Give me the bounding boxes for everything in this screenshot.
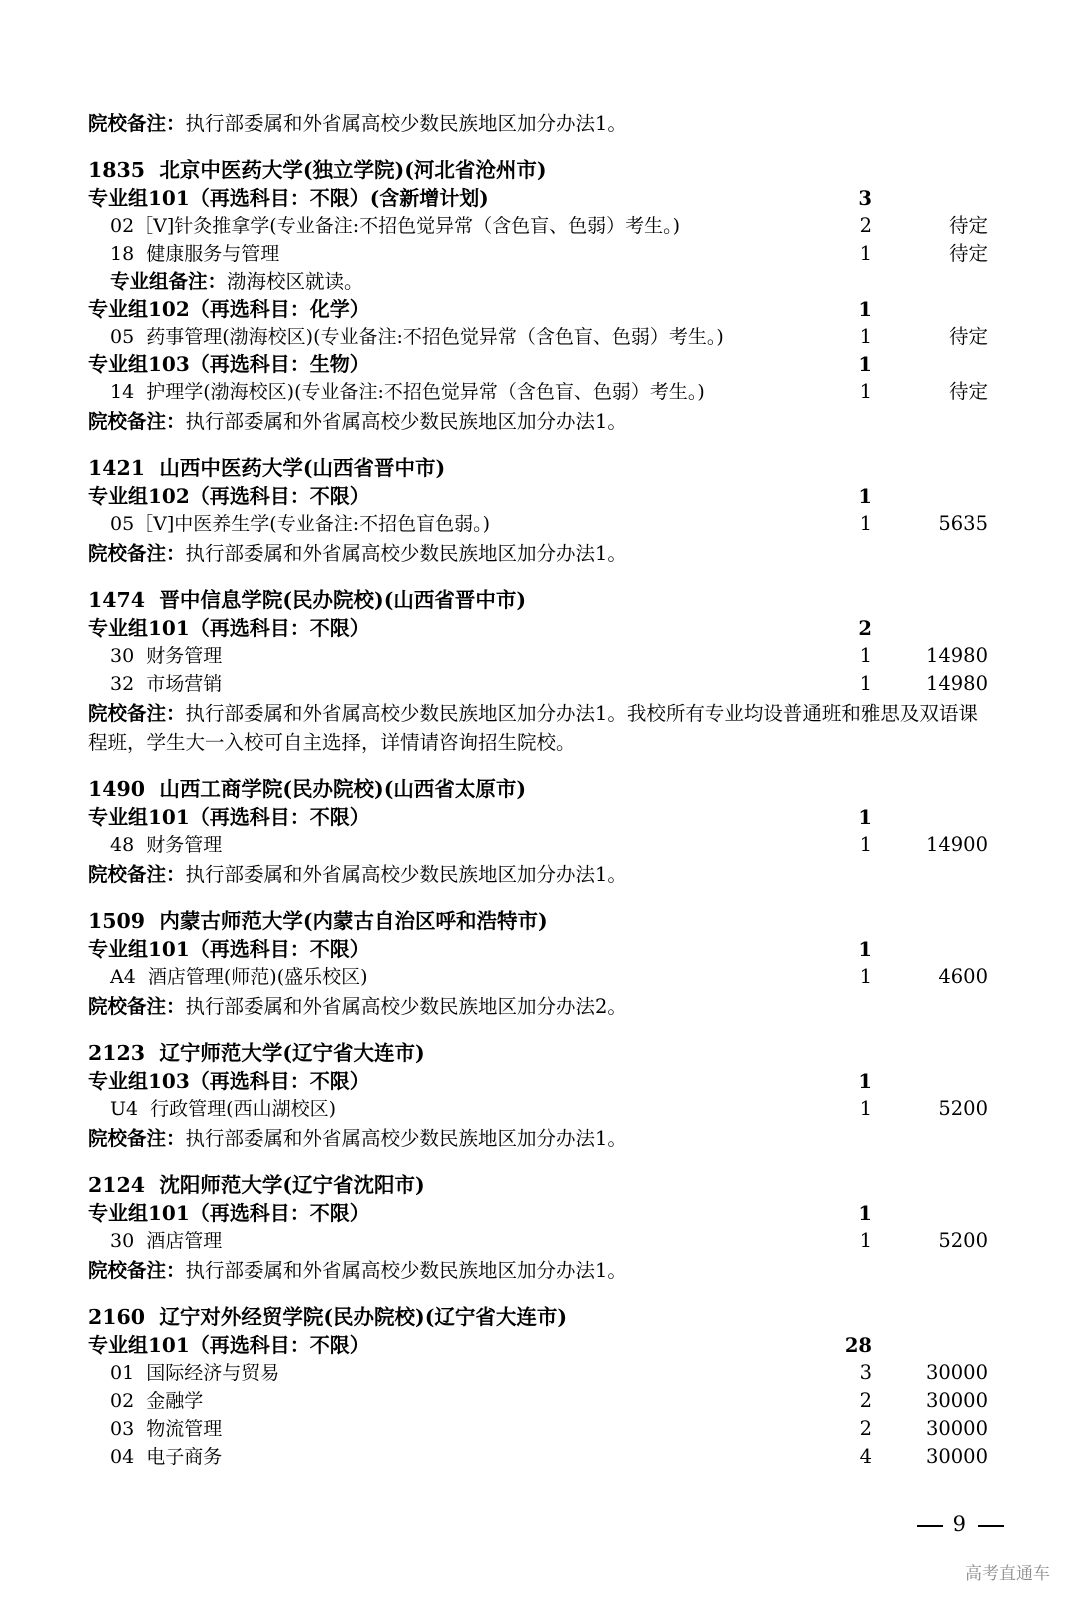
dash-left-icon	[917, 1525, 943, 1527]
major-group-row	[88, 1068, 988, 1095]
school-title: 1835 北京中医药大学(独立学院)(河北省沧州市)	[88, 158, 547, 182]
major-label: 18 健康服务与管理	[110, 243, 280, 265]
tuition-fee: 5200	[938, 1229, 988, 1252]
major-label: 30 酒店管理	[110, 1230, 223, 1252]
major-group-row	[88, 804, 988, 831]
school-note	[88, 1256, 988, 1285]
tuition-fee: 待定	[948, 325, 988, 348]
major-label: 05［Ⅴ]中医养生学(专业备注:不招色盲色弱。)	[110, 513, 491, 535]
major-row	[88, 212, 988, 240]
tuition-fee: 5635	[938, 512, 988, 535]
major-label: 01 国际经济与贸易	[110, 1362, 280, 1384]
dash-right-icon	[978, 1525, 1004, 1527]
major-label: 03 物流管理	[110, 1418, 223, 1440]
page-number-wrap	[0, 1512, 1080, 1536]
tuition-fee: 30000	[925, 1445, 988, 1468]
plan-count: 1	[858, 938, 872, 961]
major-label: 30 财务管理	[110, 645, 223, 667]
plan-count: 28	[844, 1334, 872, 1357]
plan-count: 1	[859, 325, 872, 348]
plan-count: 1	[859, 965, 872, 988]
plan-count: 1	[859, 833, 872, 856]
major-row	[88, 240, 988, 268]
school-title: 1421 山西中医药大学(山西省晋中市)	[88, 456, 446, 480]
major-group-label: 专业组101（再选科目：不限）	[88, 616, 370, 640]
major-row	[88, 510, 988, 538]
school-block	[88, 155, 988, 436]
school-note-label: 院校备注：	[88, 702, 186, 725]
school-note-label: 院校备注：	[88, 863, 186, 886]
major-group-row	[88, 936, 988, 963]
plan-count: 1	[859, 672, 872, 695]
page-top-note	[88, 110, 988, 138]
school-note	[88, 1124, 988, 1153]
major-group-label: 专业组101（再选科目：不限）	[88, 937, 370, 961]
plan-count: 2	[859, 1389, 872, 1412]
school-note-label: 院校备注：	[88, 1127, 186, 1150]
major-row	[88, 1443, 988, 1471]
school-title: 1474 晋中信息学院(民办院校)(山西省晋中市)	[88, 588, 527, 612]
school-note-label: 院校备注：	[88, 410, 186, 433]
plan-count: 1	[858, 806, 872, 829]
school-note-text: 执行部委属和外省属高校少数民族地区加分办法2。	[185, 995, 627, 1018]
major-row	[88, 323, 988, 351]
plan-count: 2	[858, 617, 872, 640]
major-group-label: 专业组103（再选科目：不限）	[88, 1069, 370, 1093]
school-note-text: 执行部委属和外省属高校少数民族地区加分办法1。	[185, 863, 627, 886]
major-group-label: 专业组102（再选科目：化学）	[88, 297, 370, 321]
school-note-text: 执行部委属和外省属高校少数民族地区加分办法1。	[185, 1259, 627, 1282]
group-note-text: 渤海校区就读。	[227, 270, 364, 293]
school-title: 2160 辽宁对外经贸学院(民办院校)(辽宁省大连市)	[88, 1305, 568, 1329]
tuition-fee: 30000	[925, 1361, 988, 1384]
major-group-row	[88, 296, 988, 323]
school-note-label: 院校备注：	[88, 542, 186, 565]
school-block	[88, 453, 988, 568]
school-note	[88, 699, 988, 757]
tuition-fee: 30000	[925, 1389, 988, 1412]
school-title: 2124 沈阳师范大学(辽宁省沈阳市)	[88, 1173, 425, 1197]
major-group-label: 专业组101（再选科目：不限）	[88, 805, 370, 829]
major-group-row	[88, 351, 988, 378]
tuition-fee: 14900	[925, 833, 988, 856]
major-label: 14 护理学(渤海校区)(专业备注:不招色觉异常（含色盲、色弱）考生。)	[110, 381, 705, 403]
top-note-text: 执行部委属和外省属高校少数民族地区加分办法1。	[185, 112, 627, 135]
major-label: 02［Ⅴ]针灸推拿学(专业备注:不招色觉异常（含色盲、色弱）考生。)	[110, 215, 681, 237]
major-label: 32 市场营销	[110, 673, 223, 695]
school-note	[88, 860, 988, 889]
major-row	[88, 1095, 988, 1123]
school-title: 1490 山西工商学院(民办院校)(山西省太原市)	[88, 777, 527, 801]
plan-count: 1	[859, 1229, 872, 1252]
major-group-row	[88, 615, 988, 642]
tuition-fee: 待定	[948, 380, 988, 403]
tuition-fee: 14980	[925, 644, 988, 667]
major-row	[88, 1227, 988, 1255]
plan-count: 1	[858, 1070, 872, 1093]
major-group-row	[88, 483, 988, 510]
major-row	[88, 378, 988, 406]
school-note-text: 执行部委属和外省属高校少数民族地区加分办法1。	[185, 410, 627, 433]
plan-count: 1	[859, 380, 872, 403]
major-row	[88, 1415, 988, 1443]
school-block	[88, 1302, 988, 1471]
plan-count: 4	[859, 1445, 872, 1468]
major-group-label: 专业组101（再选科目：不限）(含新增计划)	[88, 186, 489, 210]
plan-count: 3	[859, 1361, 872, 1384]
plan-count: 1	[858, 353, 872, 376]
tuition-fee: 5200	[938, 1097, 988, 1120]
major-label: U4 行政管理(西山湖校区)	[110, 1098, 337, 1120]
major-group-row	[88, 1332, 988, 1359]
school-title: 2123 辽宁师范大学(辽宁省大连市)	[88, 1041, 425, 1065]
major-row	[88, 670, 988, 698]
plan-count: 1	[859, 1097, 872, 1120]
school-block	[88, 774, 988, 889]
plan-count: 2	[859, 214, 872, 237]
major-label: 05 药事管理(渤海校区)(专业备注:不招色觉异常（含色盲、色弱）考生。)	[110, 326, 724, 348]
watermark-brand: 高考直通车	[965, 1564, 1050, 1583]
group-note	[88, 268, 988, 296]
school-list	[88, 155, 988, 1471]
tuition-fee: 4600	[938, 965, 988, 988]
school-block	[88, 906, 988, 1021]
group-note-label: 专业组备注：	[110, 270, 228, 293]
plan-count: 1	[859, 242, 872, 265]
major-label: 48 财务管理	[110, 834, 223, 856]
major-row	[88, 1359, 988, 1387]
major-group-label: 专业组101（再选科目：不限）	[88, 1333, 370, 1357]
school-note	[88, 407, 988, 436]
plan-count: 2	[859, 1417, 872, 1440]
school-note	[88, 539, 988, 568]
major-row	[88, 963, 988, 991]
plan-count: 1	[859, 512, 872, 535]
major-row	[88, 1387, 988, 1415]
major-row	[88, 831, 988, 859]
major-group-label: 专业组101（再选科目：不限）	[88, 1201, 370, 1225]
major-label: 02 金融学	[110, 1390, 204, 1412]
major-group-label: 专业组102（再选科目：不限）	[88, 484, 370, 508]
school-note-text: 执行部委属和外省属高校少数民族地区加分办法1。我校所有专业均设普通班和雅思及双语课程班，学生大一入校可自主选择，详情请咨询招生院校。	[88, 702, 978, 754]
school-note	[88, 992, 988, 1021]
school-block	[88, 1038, 988, 1153]
tuition-fee: 待定	[948, 242, 988, 265]
school-note-label: 院校备注：	[88, 1259, 186, 1282]
plan-count: 1	[859, 644, 872, 667]
major-row	[88, 642, 988, 670]
major-group-row	[88, 185, 988, 212]
major-group-row	[88, 1200, 988, 1227]
school-block	[88, 1170, 988, 1285]
major-group-label: 专业组103（再选科目：生物）	[88, 352, 370, 376]
tuition-fee: 14980	[925, 672, 988, 695]
plan-count: 1	[858, 1202, 872, 1225]
plan-count: 1	[858, 485, 872, 508]
top-note-label: 院校备注：	[88, 112, 186, 135]
page-number: 9	[952, 1512, 968, 1536]
school-note-text: 执行部委属和外省属高校少数民族地区加分办法1。	[185, 542, 627, 565]
plan-count: 1	[858, 298, 872, 321]
major-label: A4 酒店管理(师范)(盛乐校区)	[110, 966, 368, 988]
page-footer	[0, 1512, 1080, 1536]
tuition-fee: 30000	[925, 1417, 988, 1440]
school-note-text: 执行部委属和外省属高校少数民族地区加分办法1。	[185, 1127, 627, 1150]
school-block	[88, 585, 988, 757]
major-label: 04 电子商务	[110, 1446, 223, 1468]
school-title: 1509 内蒙古师范大学(内蒙古自治区呼和浩特市)	[88, 909, 548, 933]
tuition-fee: 待定	[948, 214, 988, 237]
plan-count: 3	[858, 187, 872, 210]
school-note-label: 院校备注：	[88, 995, 186, 1018]
